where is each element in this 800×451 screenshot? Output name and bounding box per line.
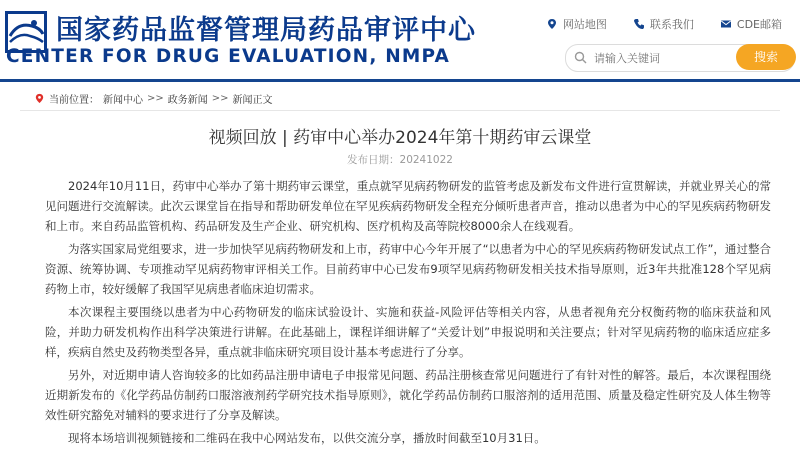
- publish-date: 发布日期：20241022: [347, 154, 453, 166]
- top-links: [546, 16, 782, 32]
- article-paragraph: 为落实国家局党组要求，进一步加快罕见病药物研发和上市，药审中心今年开展了“以患者为中心的罕见疾病药物研发试点工作”，通过整合资源、统筹协调、专项推动罕见病药物审评相关工作。目前药审中心已发布9项罕见病药物研发相关技术指导原则，近3年共批准128个罕见病药物上市，较好缓解了我国罕见病患者临床迫切需求。: [45, 242, 771, 296]
- search-button[interactable]: 搜索: [736, 44, 796, 70]
- search-icon: [574, 51, 587, 64]
- breadcrumb-item-article: 新闻正文: [232, 95, 273, 106]
- location-pin-icon: [34, 93, 45, 104]
- article-title: 视频回放 | 药审中心举办2024年第十期药审云课堂: [208, 128, 592, 148]
- breadcrumb: [34, 91, 273, 106]
- article-paragraph: 另外，对近期申请人咨询较多的比如药品注册申请电子申报常见问题、药品注册核查常见问题进行了有针对性的解答。最后，本次课程围绕近期新发布的《化学药品仿制药口服溶液剂药学研究技术指导原则》，就化学药品仿制药口服溶剂的适用范围、质量及稳定性研究及人体生物等效性研究豁免对辅料的要求进行了分享及解读。: [45, 368, 771, 422]
- site-header: [0, 0, 800, 76]
- breadcrumb-separator: >>: [211, 93, 229, 104]
- breadcrumb-divider: [20, 110, 780, 111]
- article-body: [45, 176, 771, 451]
- search-box: [565, 44, 795, 72]
- breadcrumb-item-news-center[interactable]: 新闻中心: [103, 95, 143, 106]
- breadcrumb-label: 当前位置：: [49, 95, 99, 106]
- search-input[interactable]: [592, 48, 716, 68]
- site-title-cn: 国家药品监督管理局药品审评中心: [56, 15, 476, 46]
- breadcrumb-item-gov-news[interactable]: 政务新闻: [167, 95, 208, 106]
- cde-mail-label: CDE邮箱: [736, 18, 782, 31]
- sitemap-label: 网站地图: [562, 18, 607, 31]
- site-title-en: CENTER FOR DRUG EVALUATION, NMPA: [6, 46, 451, 67]
- cde-mail-link[interactable]: [720, 16, 782, 32]
- location-pin-icon: [546, 18, 558, 30]
- header-rule: [0, 79, 800, 82]
- breadcrumb-separator: >>: [147, 93, 164, 104]
- contact-link[interactable]: [633, 16, 694, 32]
- article-paragraph: 本次课程主要围绕以患者为中心药物研发的临床试验设计、实施和获益-风险评估等相关内容，从患者视角充分权衡药物的临床获益和风险，并助力研发机构作出科学决策进行讲解。在此基础上，课程详细讲解了“关爱计划”申报说明和关注要点；针对罕见病药物的临床适应症多样，疾病自然史及药物类型各异，重点就非临床研究项目设计基本考虑进行了分享。: [45, 305, 771, 359]
- mail-icon: [720, 18, 732, 30]
- phone-icon: [633, 18, 645, 30]
- contact-label: 联系我们: [649, 18, 694, 31]
- sitemap-link[interactable]: [546, 16, 607, 32]
- article-paragraph: 现将本场培训视频链接和二维码在我中心网站发布，以供交流分享，播放时间截至10月31日。: [68, 431, 546, 445]
- article-paragraph: 2024年10月11日，药审中心举办了第十期药审云课堂，重点就罕见病药物研发的监管考虑及新发布文件进行宣贯解读，并就业界关心的常见问题进行交流解读。此次云课堂旨在指导和帮助研发单位在罕见疾病药物研发全程充分倾听患者声音，推动以患者为中心的罕见疾病药物研发和上市。来自药品监管机构、药品研发及生产企业、研究机构、医疗机构及高等院校8000余人在线观看。: [45, 179, 771, 233]
